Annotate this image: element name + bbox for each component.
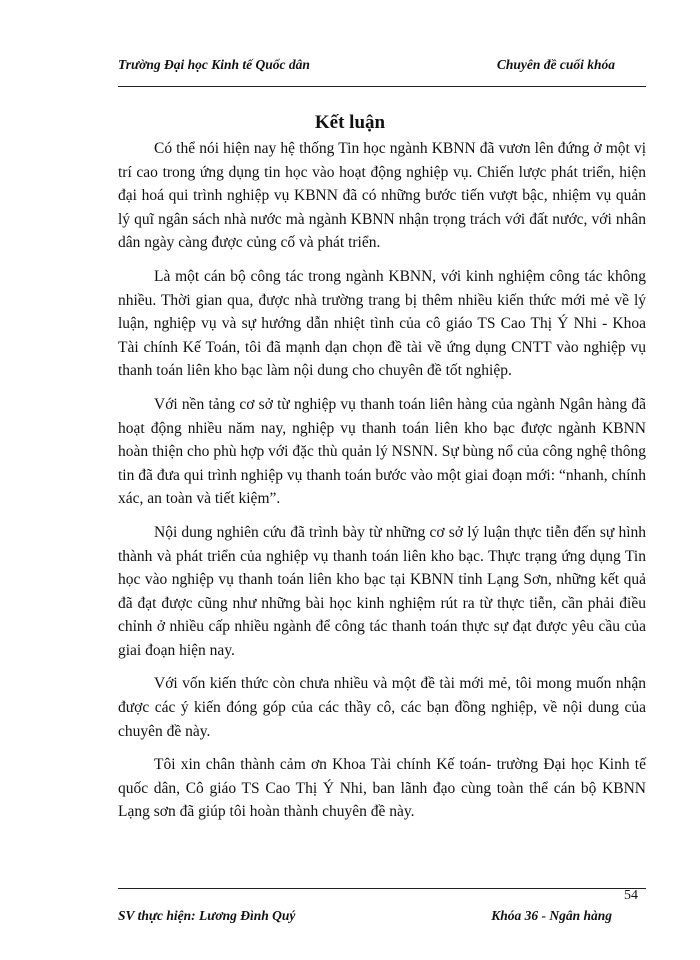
page-title: Kết luận [314, 112, 386, 133]
header-divider [118, 86, 646, 87]
footer-course: Khóa 36 - Ngân hàng [491, 908, 612, 923]
page-number: 54 [624, 888, 638, 903]
paragraph-3: Với nền tảng cơ sở từ nghiệp vụ thanh toán liên hàng của ngành Ngân hàng đã hoạt động nhiều năm nay, nghiệp vụ thanh toán liên kho bạc được ngành KBNN hoàn thiện cho phù hợp với đặc thù quản lý NSNN. Sự bùng nổ của công nghệ thông tin đã đưa qui trình nghiệp vụ thanh toán bước vào một giai đoạn mới: “nhanh, chính xác, an toàn và tiết kiệm”. [118, 395, 646, 508]
header-document-type: Chuyên đề cuối khóa [496, 57, 615, 72]
document-body [118, 137, 646, 834]
footer-divider [118, 888, 646, 889]
paragraph-6: Tôi xin chân thành cảm ơn Khoa Tài chính Kế toán- trường Đại học Kinh tế quốc dân, Cô giáo TS Cao Thị Ý Nhi, ban lãnh đạo cùng toàn thể cán bộ KBNN Lạng sơn đã giúp tôi hoàn thành chuyên đề này. [118, 756, 646, 821]
paragraph-2: Là một cán bộ công tác trong ngành KBNN, với kinh nghiệm công tác không nhiều. Thời gian qua, được nhà trường trang bị thêm nhiều kiến thức mới mẻ về lý luận, nghiệp vụ và sự hướng dẫn nhiệt tình của cô giáo TS Cao Thị Ý Nhi - Khoa Tài chính Kế Toán, tôi đã mạnh dạn chọn đề tài về ứng dụng CNTT vào nghiệp vụ thanh toán liên kho bạc làm nội dung cho chuyên đề tốt nghiệp. [118, 267, 646, 380]
paragraph-5: Với vốn kiến thức còn chưa nhiều và một đề tài mới mẻ, tôi mong muốn nhận được các ý kiến đóng góp của các thầy cô, các bạn đồng nghiệp, về nội dung của chuyên đề này. [118, 675, 646, 740]
footer-author: SV thực hiện: Lương Đình Quý [118, 908, 296, 923]
paragraph-1: Có thể nói hiện nay hệ thống Tin học ngành KBNN đã vươn lên đứng ở một vị trí cao trong ứng dụng tin học vào hoạt động nghiệp vụ. Chiến lược phát triển, hiện đại hoá qui trình nghiệp vụ KBNN đã có những bước tiến vượt bậc, nhiệm vụ quản lý quĩ ngân sách nhà nước mà ngành KBNN nhận trọng trách với đất nước, với nhân dân ngày càng được củng cố và phát triển. [118, 140, 646, 252]
header-university: Trường Đại học Kinh tế Quốc dân [118, 57, 310, 72]
paragraph-4: Nội dung nghiên cứu đã trình bày từ những cơ sở lý luận thực tiễn đến sự hình thành và phát triển của nghiệp vụ thanh toán liên kho bạc. Thực trạng ứng dụng Tin học vào nghiệp vụ thanh toán liên kho bạc tại KBNN tỉnh Lạng Sơn, những kết quả đã đạt được cũng như những bài học kinh nghiệm rút ra từ thực tiễn, cần phải điều chỉnh ở nhiều cấp nhiều ngành để công tác thanh toán thực sự đạt được yêu cầu của giai đoạn hiện nay. [118, 523, 646, 659]
